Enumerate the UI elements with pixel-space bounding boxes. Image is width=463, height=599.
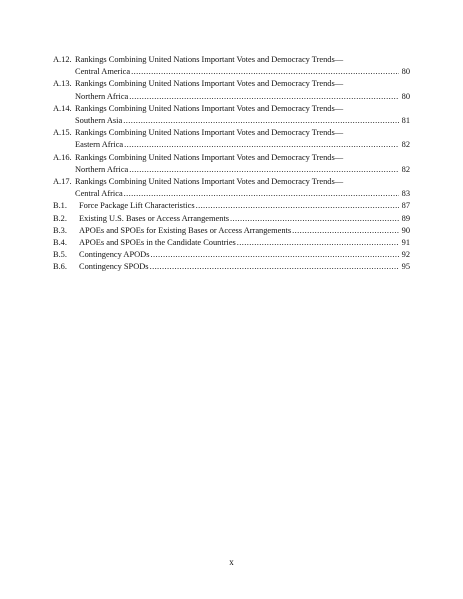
toc-entry-number: B.6. (53, 262, 67, 272)
toc-entry-page: 83 (401, 189, 410, 199)
toc-entry-page: 80 (401, 91, 410, 101)
toc-entry-number: A.16. (53, 152, 72, 162)
dot-leader (292, 225, 399, 237)
toc-entry-title: Force Package Lift Characteristics (79, 201, 195, 211)
dot-leader (196, 200, 399, 212)
dot-leader (151, 249, 400, 261)
toc-entry-title-line2: Central Africa (75, 189, 123, 199)
toc-entry-number: A.14. (53, 103, 72, 113)
toc-entry-title-line1: Rankings Combining United Nations Important Votes and Democracy Trends— (75, 55, 344, 64)
toc-entry-page: 91 (401, 238, 410, 248)
dot-leader (123, 115, 399, 127)
toc-entry-number: A.12. (53, 55, 72, 64)
toc-entry-title-line2: Eastern Africa (75, 140, 124, 150)
dot-leader (124, 188, 399, 200)
dot-leader (230, 213, 399, 225)
toc-entry-page: 92 (401, 250, 410, 260)
toc-entry-title: Existing U.S. Bases or Access Arrangements (79, 213, 230, 223)
toc-entry-number: B.1. (53, 201, 67, 211)
toc-entry-title: Contingency APODs (79, 250, 150, 260)
toc-entry-number: A.15. (53, 128, 72, 138)
dot-leader (129, 164, 399, 176)
toc-entry-number: B.4. (53, 238, 67, 248)
toc-entry (53, 261, 410, 273)
toc-entry-page: 89 (401, 213, 410, 223)
dot-leader (131, 66, 399, 78)
toc-entry-title-line2: Northern Africa (75, 91, 129, 101)
toc-entry-title-line2: Central America (75, 67, 131, 77)
dot-leader (150, 261, 399, 273)
toc-entry-page: 82 (401, 164, 410, 174)
dot-leader (124, 139, 399, 151)
toc-entry (53, 54, 410, 78)
toc-entry-title-line1: Rankings Combining United Nations Important Votes and Democracy Trends— (75, 128, 344, 138)
toc-entry-title-line1: Rankings Combining United Nations Important Votes and Democracy Trends— (75, 177, 344, 187)
toc-entry-number: A.13. (53, 79, 72, 89)
toc-entry (53, 225, 410, 237)
toc-entry (53, 152, 410, 176)
toc-entry (53, 249, 410, 261)
toc-entry-title-line2: Northern Africa (75, 164, 129, 174)
table-of-figures (53, 54, 410, 274)
dot-leader (129, 91, 399, 103)
toc-entry-number: A.17. (53, 177, 72, 187)
toc-entry (53, 127, 410, 151)
toc-entry-title-line1: Rankings Combining United Nations Important Votes and Democracy Trends— (75, 79, 344, 89)
toc-entry-title: APOEs and SPOEs for Existing Bases or Access Arrangements (79, 225, 292, 235)
toc-entry-title-line2: Southern Asia (75, 116, 123, 126)
toc-entry (53, 213, 410, 225)
toc-entry-page: 87 (401, 201, 410, 211)
toc-entry (53, 200, 410, 212)
toc-entry-title-line1: Rankings Combining United Nations Important Votes and Democracy Trends— (75, 103, 344, 113)
toc-entry (53, 176, 410, 200)
toc-entry (53, 237, 410, 249)
toc-entry-page: 90 (401, 225, 410, 235)
toc-entry-page: 81 (401, 116, 410, 126)
toc-entry-title: APOEs and SPOEs in the Candidate Countries (79, 238, 236, 248)
toc-entry-number: B.5. (53, 250, 67, 260)
toc-entry-page: 82 (401, 140, 410, 150)
toc-entry-number: B.2. (53, 213, 67, 223)
toc-entry-page: 80 (401, 67, 410, 77)
toc-entry (53, 78, 410, 102)
toc-entry-title-line1: Rankings Combining United Nations Important Votes and Democracy Trends— (75, 152, 344, 162)
toc-entry-number: B.3. (53, 225, 67, 235)
toc-entry-title: Contingency SPODs (79, 262, 149, 272)
toc-entry-page: 95 (401, 262, 410, 272)
dot-leader (237, 237, 399, 249)
page-number: x (229, 557, 234, 567)
toc-entry (53, 103, 410, 127)
